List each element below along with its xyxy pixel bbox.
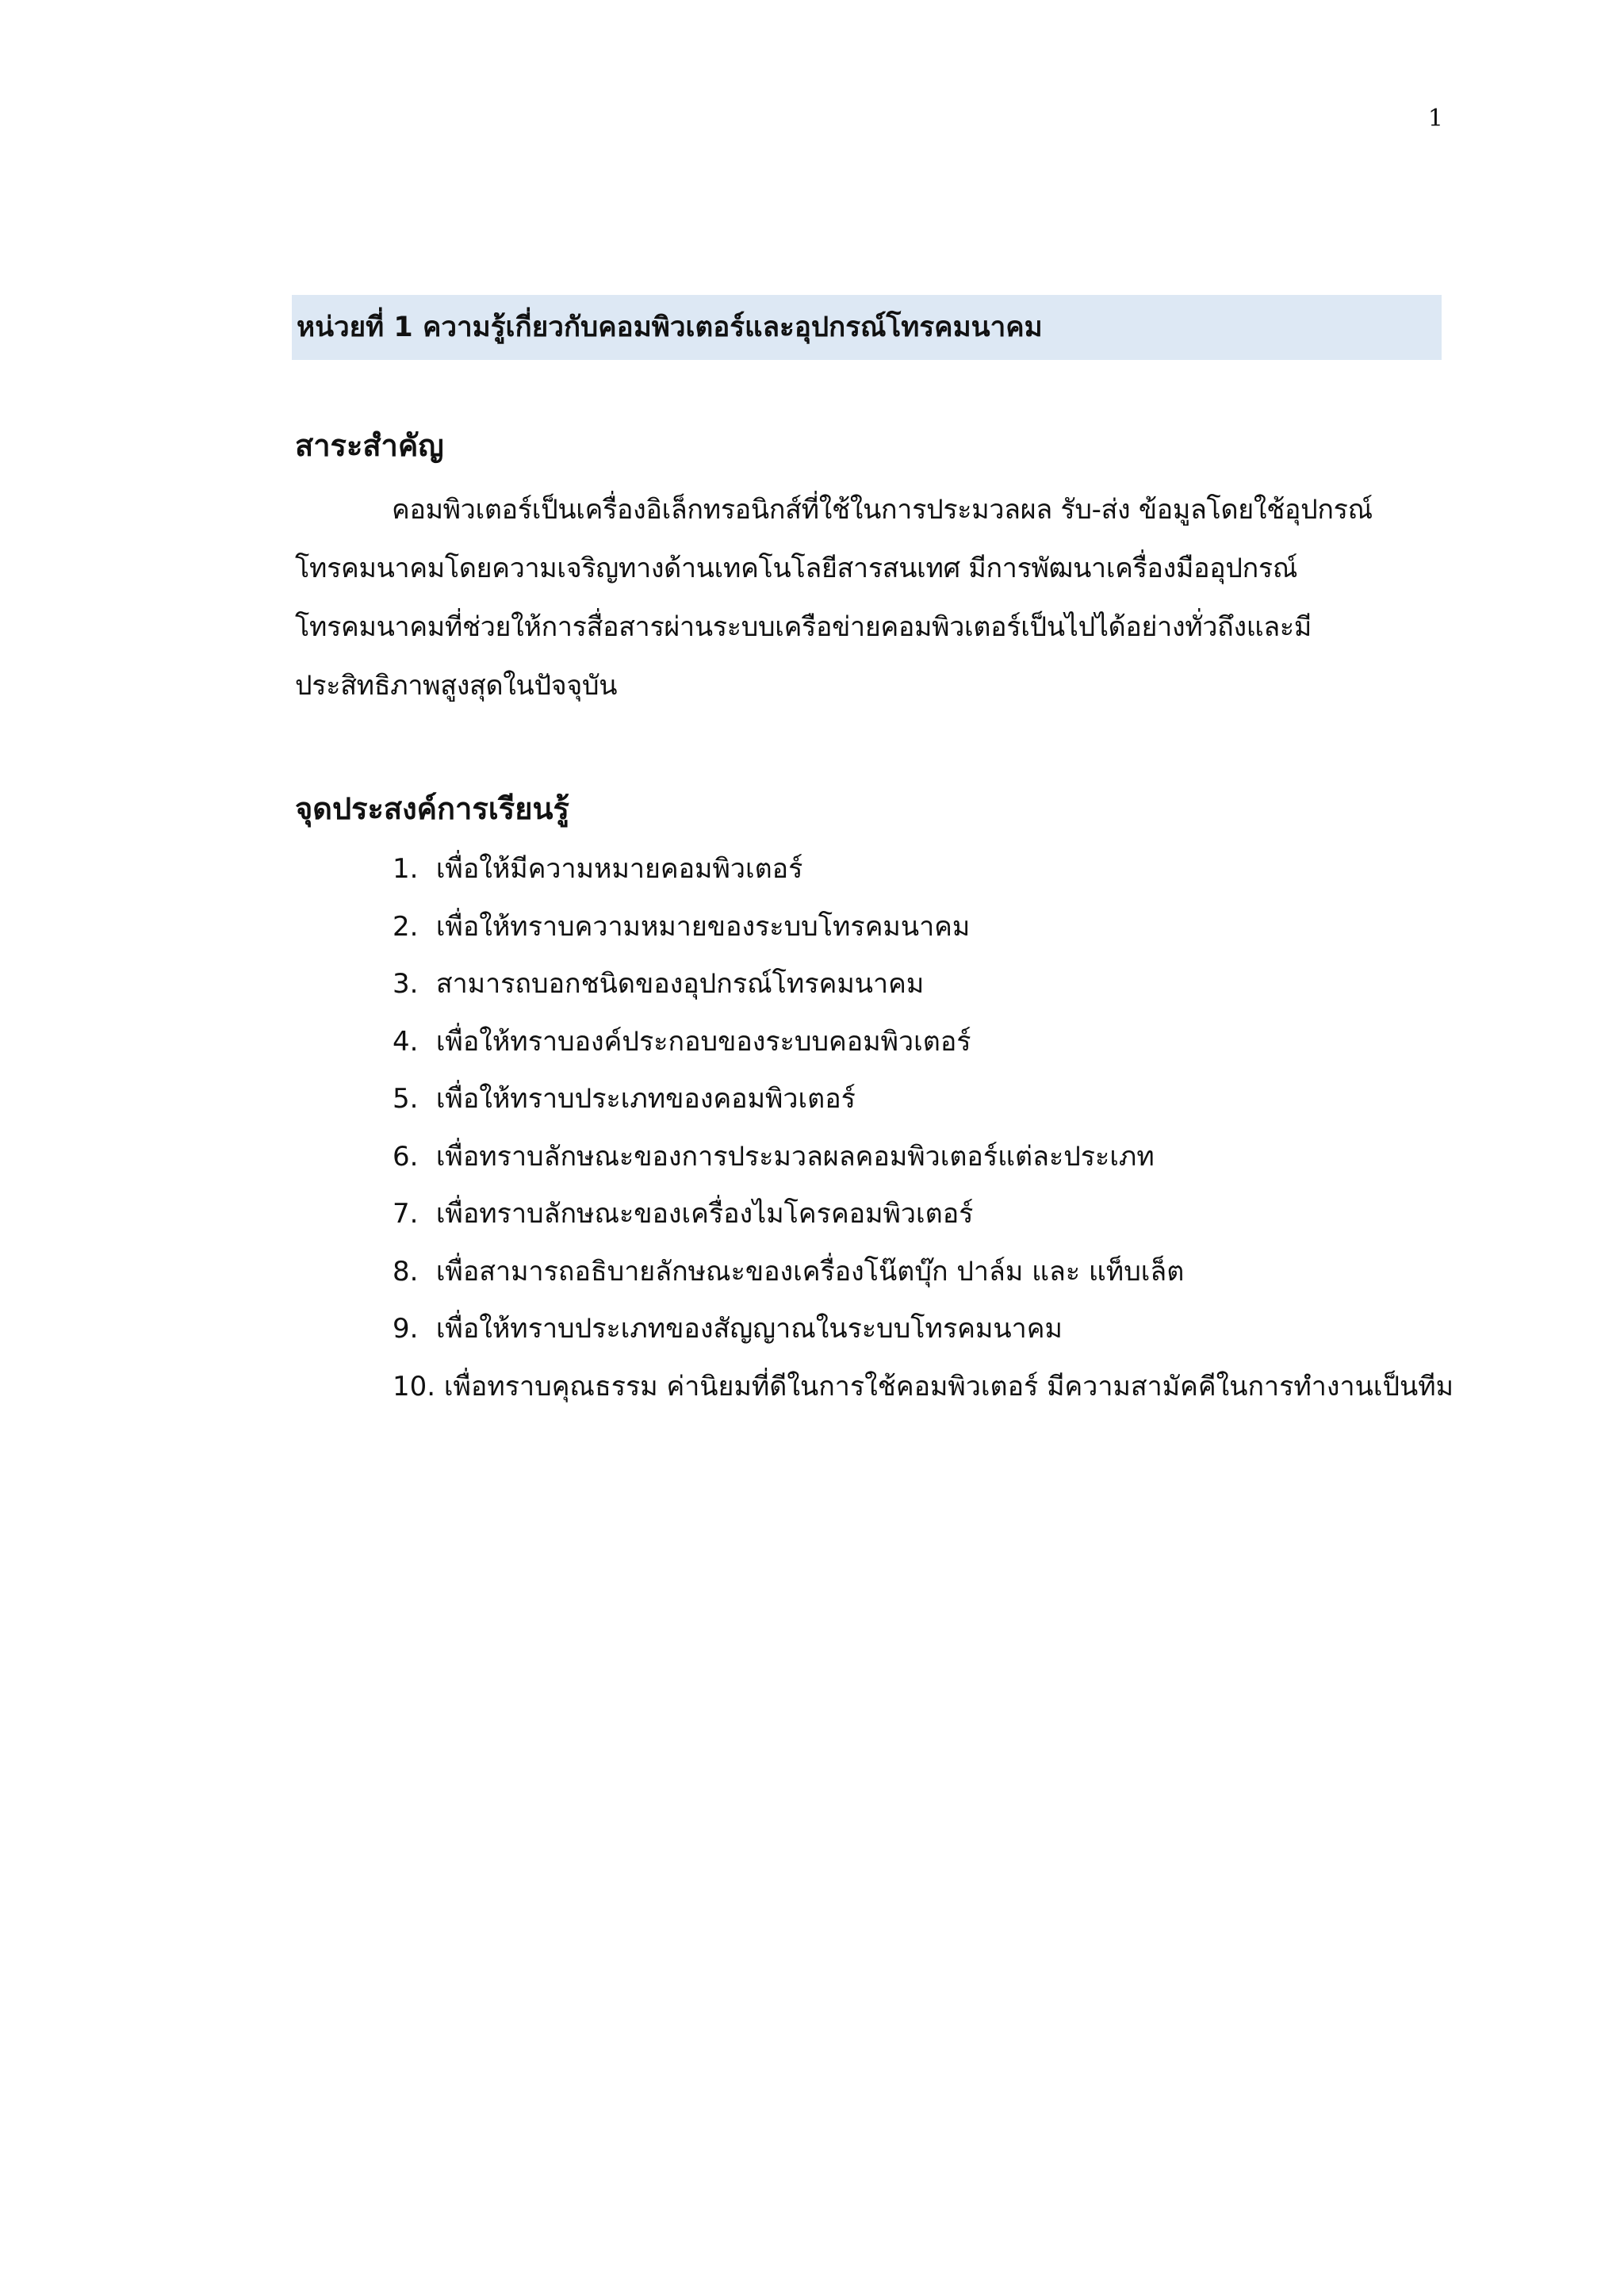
unit-title: หน่วยที่ 1 ความรู้เกี่ยวกับคอมพิวเตอร์และอุปกรณ์โทรคมนาคม [297, 312, 1043, 343]
objective-item [393, 840, 1454, 898]
objective-item [393, 1128, 1454, 1186]
objective-number: 9. [393, 1313, 419, 1345]
objective-number: 3. [393, 968, 419, 1000]
objectives-list [393, 840, 1454, 1415]
objective-number: 6. [393, 1140, 419, 1173]
objective-number: 7. [393, 1198, 419, 1230]
objective-text: เพื่อทราบลักษณะของเครื่องไมโครคอมพิวเตอร์ [435, 1198, 974, 1230]
objective-text: เพื่อให้ทราบความหมายของระบบโทรคมนาคม [435, 910, 971, 943]
objective-text: สามารถบอกชนิดของอุปกรณ์โทรคมนาคม [435, 968, 925, 1000]
objective-text: เพื่อสามารถอธิบายลักษณะของเครื่องโน๊ตบุ๊ก ปาล์ม และ แท็บเล็ต [435, 1255, 1185, 1288]
essence-paragraph: คอมพิวเตอร์เป็นเครื่องอิเล็กทรอนิกส์ที่ใช้ในการประมวลผล รับ-ส่ง ข้อมูลโดยใช้อุปกรณ์โทรคมนาคมโดยความเจริญทางด้านเทคโนโลยีสารสนเทศ มีการพัฒนาเครื่องมืออุปกรณ์โทรคมนาคมที่ช่วยให้การสื่อสารผ่านระบบเครือข่ายคอมพิวเตอร์เป็นไปได้อย่างทั่วถึงและมีประสิทธิภาพสูงสุดในปัจจุบัน [295, 494, 1373, 702]
unit-title-banner [292, 295, 1442, 360]
objective-item [393, 1300, 1454, 1358]
essence-heading: สาระสำคัญ [295, 428, 444, 463]
objective-text: เพื่อให้ทราบองค์ประกอบของระบบคอมพิวเตอร์ [435, 1025, 971, 1058]
objective-number: 4. [393, 1025, 419, 1058]
objective-item [393, 1013, 1454, 1071]
objective-item [393, 1358, 1454, 1416]
objective-text: เพื่อทราบลักษณะของการประมวลผลคอมพิวเตอร์แต่ละประเภท [435, 1140, 1155, 1173]
objective-text: เพื่อให้มีความหมายคอมพิวเตอร์ [435, 853, 803, 885]
objective-item [393, 1070, 1454, 1128]
objective-text: เพื่อให้ทราบประเภทของสัญญาณในระบบโทรคมนาคม [435, 1313, 1063, 1345]
objectives-heading: จุดประสงค์การเรียนรู้ [295, 791, 569, 826]
objective-item [393, 1243, 1454, 1301]
objective-text: เพื่อให้ทราบประเภทของคอมพิวเตอร์ [435, 1083, 856, 1115]
objective-number: 5. [393, 1083, 419, 1115]
objective-item [393, 898, 1454, 956]
page-number: 1 [1427, 105, 1443, 132]
objective-number: 2. [393, 910, 419, 943]
objective-text: เพื่อทราบคุณธรรม ค่านิยมที่ดีในการใช้คอมพิวเตอร์ มีความสามัคคีในการทำงานเป็นทีม [443, 1370, 1454, 1402]
objective-item [393, 1185, 1454, 1243]
objective-number: 8. [393, 1255, 419, 1288]
objective-number: 10. [393, 1370, 436, 1402]
objective-number: 1. [393, 853, 419, 885]
objective-item [393, 955, 1454, 1013]
